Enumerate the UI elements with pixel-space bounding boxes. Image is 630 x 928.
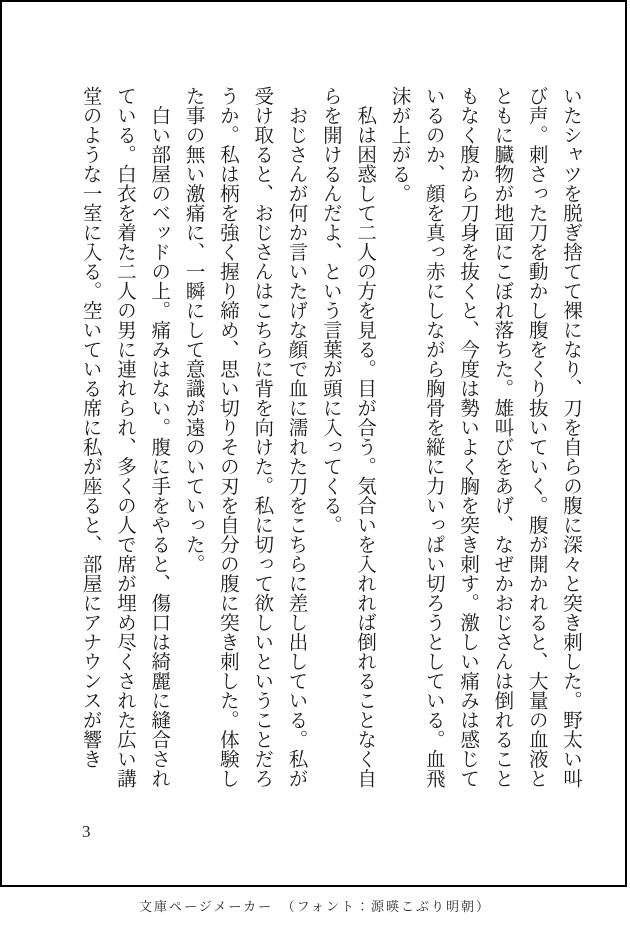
text-line: おじさんが何か言いたげな顔で血に濡れた刀をこちらに差し出している。私が	[285, 86, 307, 788]
text-line: 沫が上がる。	[388, 86, 410, 203]
text-line: た事の無い激痛に、一瞬にして意識が遠のいていった。	[182, 86, 204, 574]
text-line: 白い部屋のベッドの上。痛みはない。腹に手をやると、傷口は綺麗に縫合され	[148, 86, 170, 788]
body-text	[72, 86, 587, 788]
text-line: 堂のような一室に入る。空いている席に私が座ると、部屋にアナウンスが響き	[79, 86, 101, 769]
text-line: ともに臓物が地面にこぼれ落ちた。雄叫びをあげ、なぜかおじさんは倒れること	[491, 86, 513, 788]
text-line: 私は困惑して二人の方を見る。目が合う。気合いを入れれば倒れることなく自	[354, 86, 376, 788]
footer-caption: 文庫ページメーカー （フォント：源暎こぶり明朝）	[139, 899, 491, 914]
text-line: 受け取ると、おじさんはこちらに背を向けた。私に切って欲しいということだろ	[251, 86, 273, 788]
text-line: うか。私は柄を強く握り締め、思い切りその刃を自分の腹に突き刺した。体験し	[216, 86, 238, 788]
text-line: いるのか、顔を真っ赤にしながら胸骨を縦に力いっぱい切ろうとしている。血飛	[422, 86, 444, 788]
text-line: いたシャツを脱ぎ捨てて裸になり、刀を自らの腹に深々と突き刺した。野太い叫	[560, 86, 581, 788]
page-number: 3	[82, 822, 91, 841]
text-line: ている。白衣を着た二人の男に連れられ、多くの人で席が埋め尽くされた広い講	[113, 86, 135, 788]
text-line: もなく腹から刀身を抜くと、今度は勢いよく胸を突き刺す。激しい痛みは感じて	[457, 86, 479, 788]
text-line: らを開けるんだよ、という言葉が頭に入ってくる。	[319, 86, 341, 535]
text-line: び声。刺さった刀を動かし腹をくり抜いていく。腹が開かれると、大量の血液と	[525, 86, 547, 788]
